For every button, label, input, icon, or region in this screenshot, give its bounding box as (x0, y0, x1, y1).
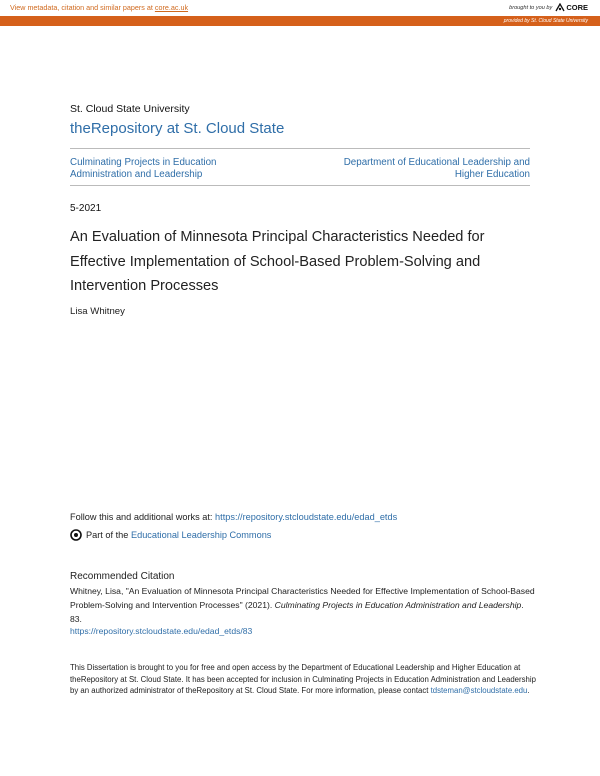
part-of-line: Part of the Educational Leadership Commons (70, 529, 271, 541)
department-link[interactable]: Department of Educational Leadership and Higher Education (343, 157, 530, 180)
contact-email-link[interactable]: tdsteman@stcloudstate.edu (430, 686, 528, 695)
commons-link[interactable]: Educational Leadership Commons (130, 530, 272, 540)
follow-line: Follow this and additional works at: https://repository.stcloudstate.edu/edad_etds (70, 512, 398, 522)
repository-name[interactable]: theRepository at St. Cloud State (70, 120, 285, 137)
collection-link[interactable]: Culminating Projects in Education Administration and Leadership (70, 157, 217, 180)
core-logo[interactable]: CORE (555, 3, 588, 12)
university-name: St. Cloud State University (70, 103, 190, 115)
creative-commons-icon (70, 529, 82, 541)
divider-bottom (70, 185, 530, 186)
provided-by-text: provided by St. Cloud State University (503, 18, 588, 24)
provided-by-strip (0, 16, 600, 26)
view-metadata-text: View metadata, citation and similar papers at core.ac.uk (10, 3, 189, 12)
follow-url-link[interactable]: https://repository.stcloudstate.edu/edad_etds (215, 512, 398, 522)
access-notice: This Dissertation is brought to you for free and open access by the Department of Educational Leadership and Higher Education at theRepository at St. Cloud State. It has been accepted for inclusion in Culminating Projects in Education Administration and Leadership by an authorized administrator of theRepository at St. Cloud State. For more information, please contact tdsteman@stcloudstate.edu. (70, 663, 536, 695)
core-banner (0, 0, 600, 16)
core-logo-icon (555, 3, 565, 12)
citation-journal: Culminating Projects in Education Administration and Leadership (274, 599, 522, 610)
publication-date: 5-2021 (70, 203, 102, 214)
brought-by: brought to you by CORE (509, 3, 588, 12)
paper-title: An Evaluation of Minnesota Principal Characteristics Needed for Effective Implementation of School-Based Problem-Solving and Intervention Processes (70, 229, 485, 294)
divider-top (70, 148, 530, 149)
citation-text: Whitney, Lisa, "An Evaluation of Minnesota Principal Characteristics Needed for Effective Implementation of School-Based Problem-Solving and Intervention Processes" (2021). Culminating Projects in Education Administration and Leadership. 83. (70, 586, 535, 624)
core-link[interactable]: core.ac.uk (154, 3, 189, 12)
citation-url-link[interactable]: https://repository.stcloudstate.edu/edad_etds/83 (70, 626, 253, 636)
author-name: Lisa Whitney (70, 306, 125, 317)
recommended-citation-heading: Recommended Citation (70, 571, 175, 582)
